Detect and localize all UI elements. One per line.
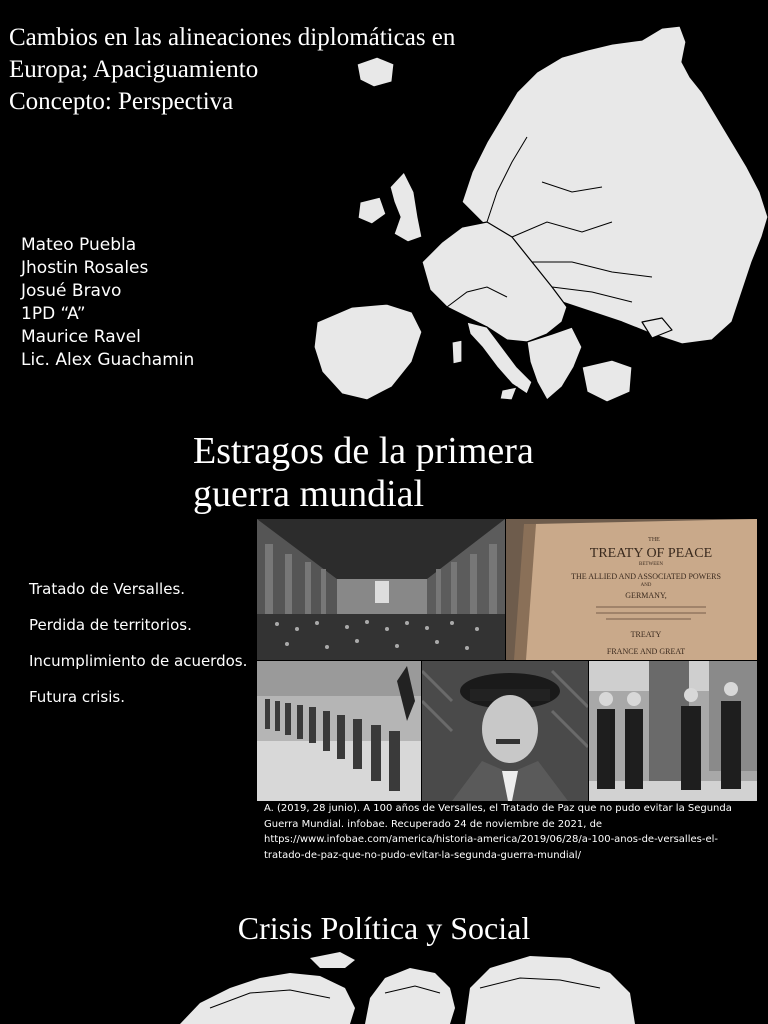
section-title-crisis: Crisis Política y Social (237, 910, 531, 946)
treaty-line-6: GERMANY, (625, 591, 667, 600)
author-item: Lic. Alex Guachamin (21, 350, 195, 370)
citation-text: A. (2019, 28 junio). A 100 años de Versalles, el Tratado de Paz que no pudo evitar la Segunda Guerra Mundial. infobae. Recuperado 24 de noviembre de 2021, de https://www.infobae.com/america/historia-america/2019/06/28/a-100-anos-de-versalles-el-tratado-de-paz-que-no-pudo-evitar-la-segunda-guerra-mundial/ (264, 803, 732, 861)
bullet-item: Perdida de territorios. (29, 616, 192, 634)
treaty-line-1: THE (648, 537, 660, 543)
slide-title: Cambios en las alineaciones diplomáticas en Europa; Apaciguamiento Concepto: Perspectiva (9, 24, 456, 115)
treaty-line-7: TREATY (630, 630, 662, 639)
treaty-of-peace-photo (506, 519, 757, 660)
treaty-line-4: THE ALLIED AND ASSOCIATED POWERS (571, 572, 721, 581)
marching-soldiers-photo (257, 661, 421, 801)
bullet-item: Incumplimiento de acuerdos. (29, 652, 248, 670)
world-map-illustration (170, 948, 640, 1024)
bullet-item: Tratado de Versalles. (29, 580, 186, 598)
leaders-meeting-photo (589, 661, 757, 801)
author-item: 1PD “A” (21, 304, 86, 324)
officer-portrait-photo (422, 661, 588, 801)
hall-of-mirrors-photo (257, 519, 505, 660)
section-title-estragos: Estragos de la primera guerra mundial (193, 430, 534, 515)
treaty-line-8: FRANCE AND GREAT (606, 647, 686, 656)
author-item: Josué Bravo (21, 281, 122, 301)
treaty-line-5: AND (640, 583, 652, 588)
author-item: Mateo Puebla (21, 235, 137, 255)
europe-map-illustration (312, 22, 768, 410)
author-item: Jhostin Rosales (21, 258, 149, 278)
treaty-line-3: BETWEEN (639, 562, 663, 567)
bullet-item: Futura crisis. (29, 688, 125, 706)
treaty-line-2: TREATY OF PEACE (589, 546, 713, 561)
author-item: Maurice Ravel (21, 327, 141, 347)
authors-list (21, 234, 194, 372)
bullet-list (29, 580, 247, 724)
